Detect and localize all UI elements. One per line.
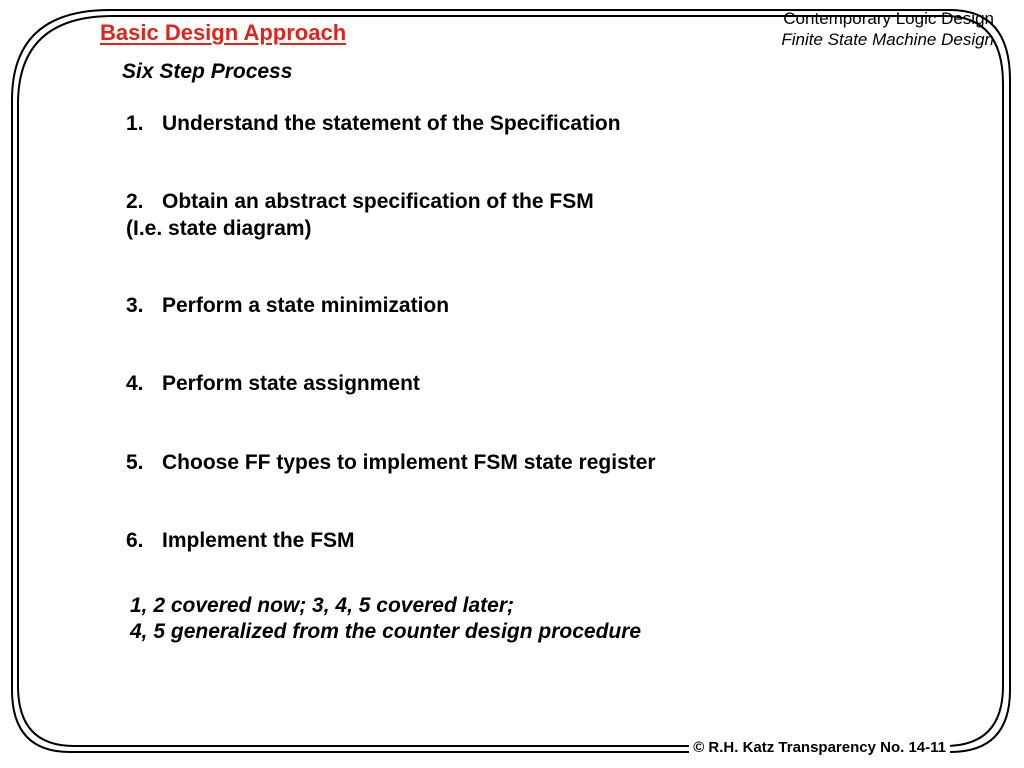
subtitle: Six Step Process xyxy=(122,60,293,83)
step-text: Understand the statement of the Specification xyxy=(162,112,621,135)
step-number: 1. xyxy=(126,112,144,135)
step-text: Implement the FSM xyxy=(162,529,355,552)
slide-title: Basic Design Approach xyxy=(97,20,349,46)
step-text: Perform a state minimization xyxy=(162,294,450,317)
course-name: Contemporary Logic Design xyxy=(783,9,994,28)
step-number: 3. xyxy=(126,294,144,317)
step-number: 4. xyxy=(126,372,144,395)
step-3 xyxy=(126,292,449,319)
step-5 xyxy=(126,449,656,476)
step-6 xyxy=(126,527,355,554)
header-info xyxy=(781,8,994,50)
note-line-1: 1, 2 covered now; 3, 4, 5 covered later; xyxy=(130,594,514,617)
footer-credit: © R.H. Katz Transparency No. 14-11 xyxy=(689,739,950,756)
step-text: Obtain an abstract specification of the FSM xyxy=(162,190,594,213)
note-line-2: 4, 5 generalized from the counter design procedure xyxy=(130,620,642,643)
step-number: 6. xyxy=(126,529,144,552)
step-2 xyxy=(126,188,594,242)
step-number: 5. xyxy=(126,451,144,474)
step-4 xyxy=(126,370,420,397)
step-1 xyxy=(126,110,621,137)
step-text: Perform state assignment xyxy=(162,372,420,395)
step-text: Choose FF types to implement FSM state register xyxy=(162,451,656,474)
chapter-name: Finite State Machine Design xyxy=(781,30,994,49)
coverage-note xyxy=(130,593,641,645)
step-text-continued: (I.e. state diagram) xyxy=(126,217,312,240)
step-number: 2. xyxy=(126,190,144,213)
